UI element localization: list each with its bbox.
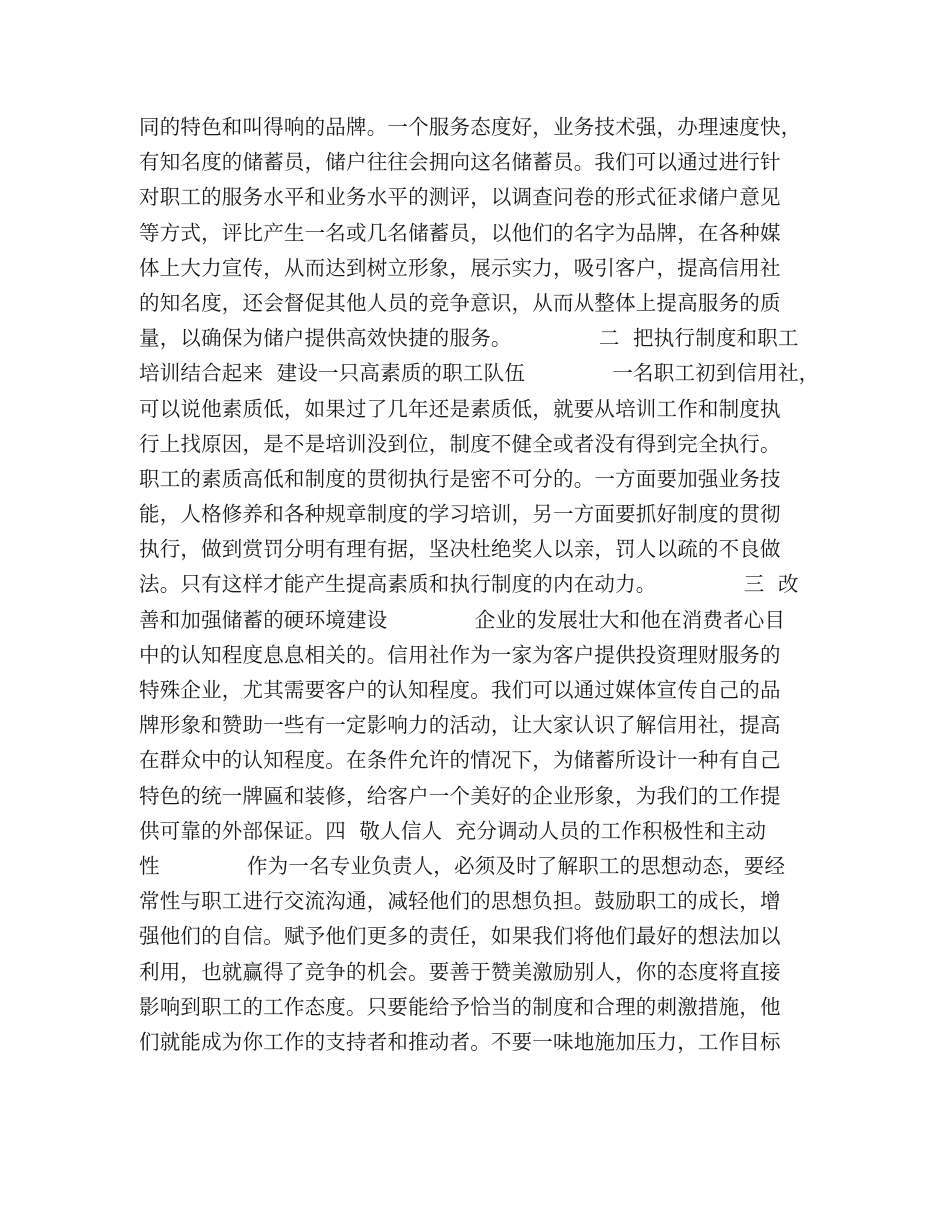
text-line: 有知名度的储蓄员，储户往往会拥向这名储蓄员。我们可以通过进行针 (139, 150, 781, 175)
text-line: 等方式，评比产生一名或几名储蓄员，以他们的名字为品牌，在各种媒 (139, 220, 781, 245)
text-line: 法。只有这样才能产生提高素质和执行制度的内在动力。 三 改 (139, 572, 799, 597)
text-line: 职工的素质高低和制度的贯彻执行是密不可分的。一方面要加强业务技 (139, 466, 781, 491)
text-line: 善和加强储蓄的硬环境建设 企业的发展壮大和他在消费者心目 (139, 607, 786, 632)
body-text (139, 110, 839, 1060)
text-line: 影响到职工的工作态度。只要能给予恰当的制度和合理的刺激措施，他 (139, 994, 781, 1019)
text-line: 供可靠的外部保证。四 敬人信人 充分调动人员的工作积极性和主动 (139, 818, 767, 843)
text-line: 们就能成为你工作的支持者和推动者。不要一味地施加压力，工作目标 (139, 1029, 781, 1054)
text-line: 行上找原因，是不是培训没到位，制度不健全或者没有得到完全执行。 (139, 431, 781, 456)
text-line: 在群众中的认知程度。在条件允许的情况下，为储蓄所设计一种有自己 (139, 748, 781, 773)
text-line: 同的特色和叫得响的品牌。一个服务态度好，业务技术强，办理速度快， (139, 115, 802, 139)
text-line: 特色的统一牌匾和装修，给客户一个美好的企业形象，为我们的工作提 (139, 783, 781, 808)
text-line: 常性与职工进行交流沟通，减轻他们的思想负担。鼓励职工的成长，增 (139, 889, 781, 914)
text-line: 中的认知程度息息相关的。信用社作为一家为客户提供投资理财服务的 (139, 642, 781, 667)
text-line: 量，以确保为储户提供高效快捷的服务。 二 把执行制度和职工 (139, 326, 799, 351)
text-line: 对职工的服务水平和业务水平的测评，以调查问卷的形式征求储户意见 (139, 185, 781, 210)
text-line: 培训结合起来 建设一只高素质的职工队伍 一名职工初到信用社， (139, 361, 820, 386)
text-line: 体上大力宣传，从而达到树立形象，展示实力，吸引客户，提高信用社 (139, 255, 781, 280)
text-line: 可以说他素质低，如果过了几年还是素质低，就要从培训工作和制度执 (139, 396, 781, 421)
text-line: 的知名度，还会督促其他人员的竞争意识，从而从整体上提高服务的质 (139, 290, 781, 315)
text-line: 利用，也就赢得了竞争的机会。要善于赞美激励别人，你的态度将直接 (139, 959, 781, 984)
text-line: 能，人格修养和各种规章制度的学习培训，另一方面要抓好制度的贯彻 (139, 502, 781, 527)
text-line: 牌形象和赞助一些有一定影响力的活动，让大家认识了解信用社，提高 (139, 713, 781, 738)
text-line: 强他们的自信。赋予他们更多的责任，如果我们将他们最好的想法加以 (139, 924, 781, 949)
text-line: 特殊企业，尤其需要客户的认知程度。我们可以通过媒体宣传自己的品 (139, 678, 781, 702)
text-line: 性 作为一名专业负责人，必须及时了解职工的思想动态，要经 (139, 853, 786, 878)
text-line: 执行，做到赏罚分明有理有据，坚决杜绝奖人以亲，罚人以疏的不良做 (139, 537, 781, 562)
